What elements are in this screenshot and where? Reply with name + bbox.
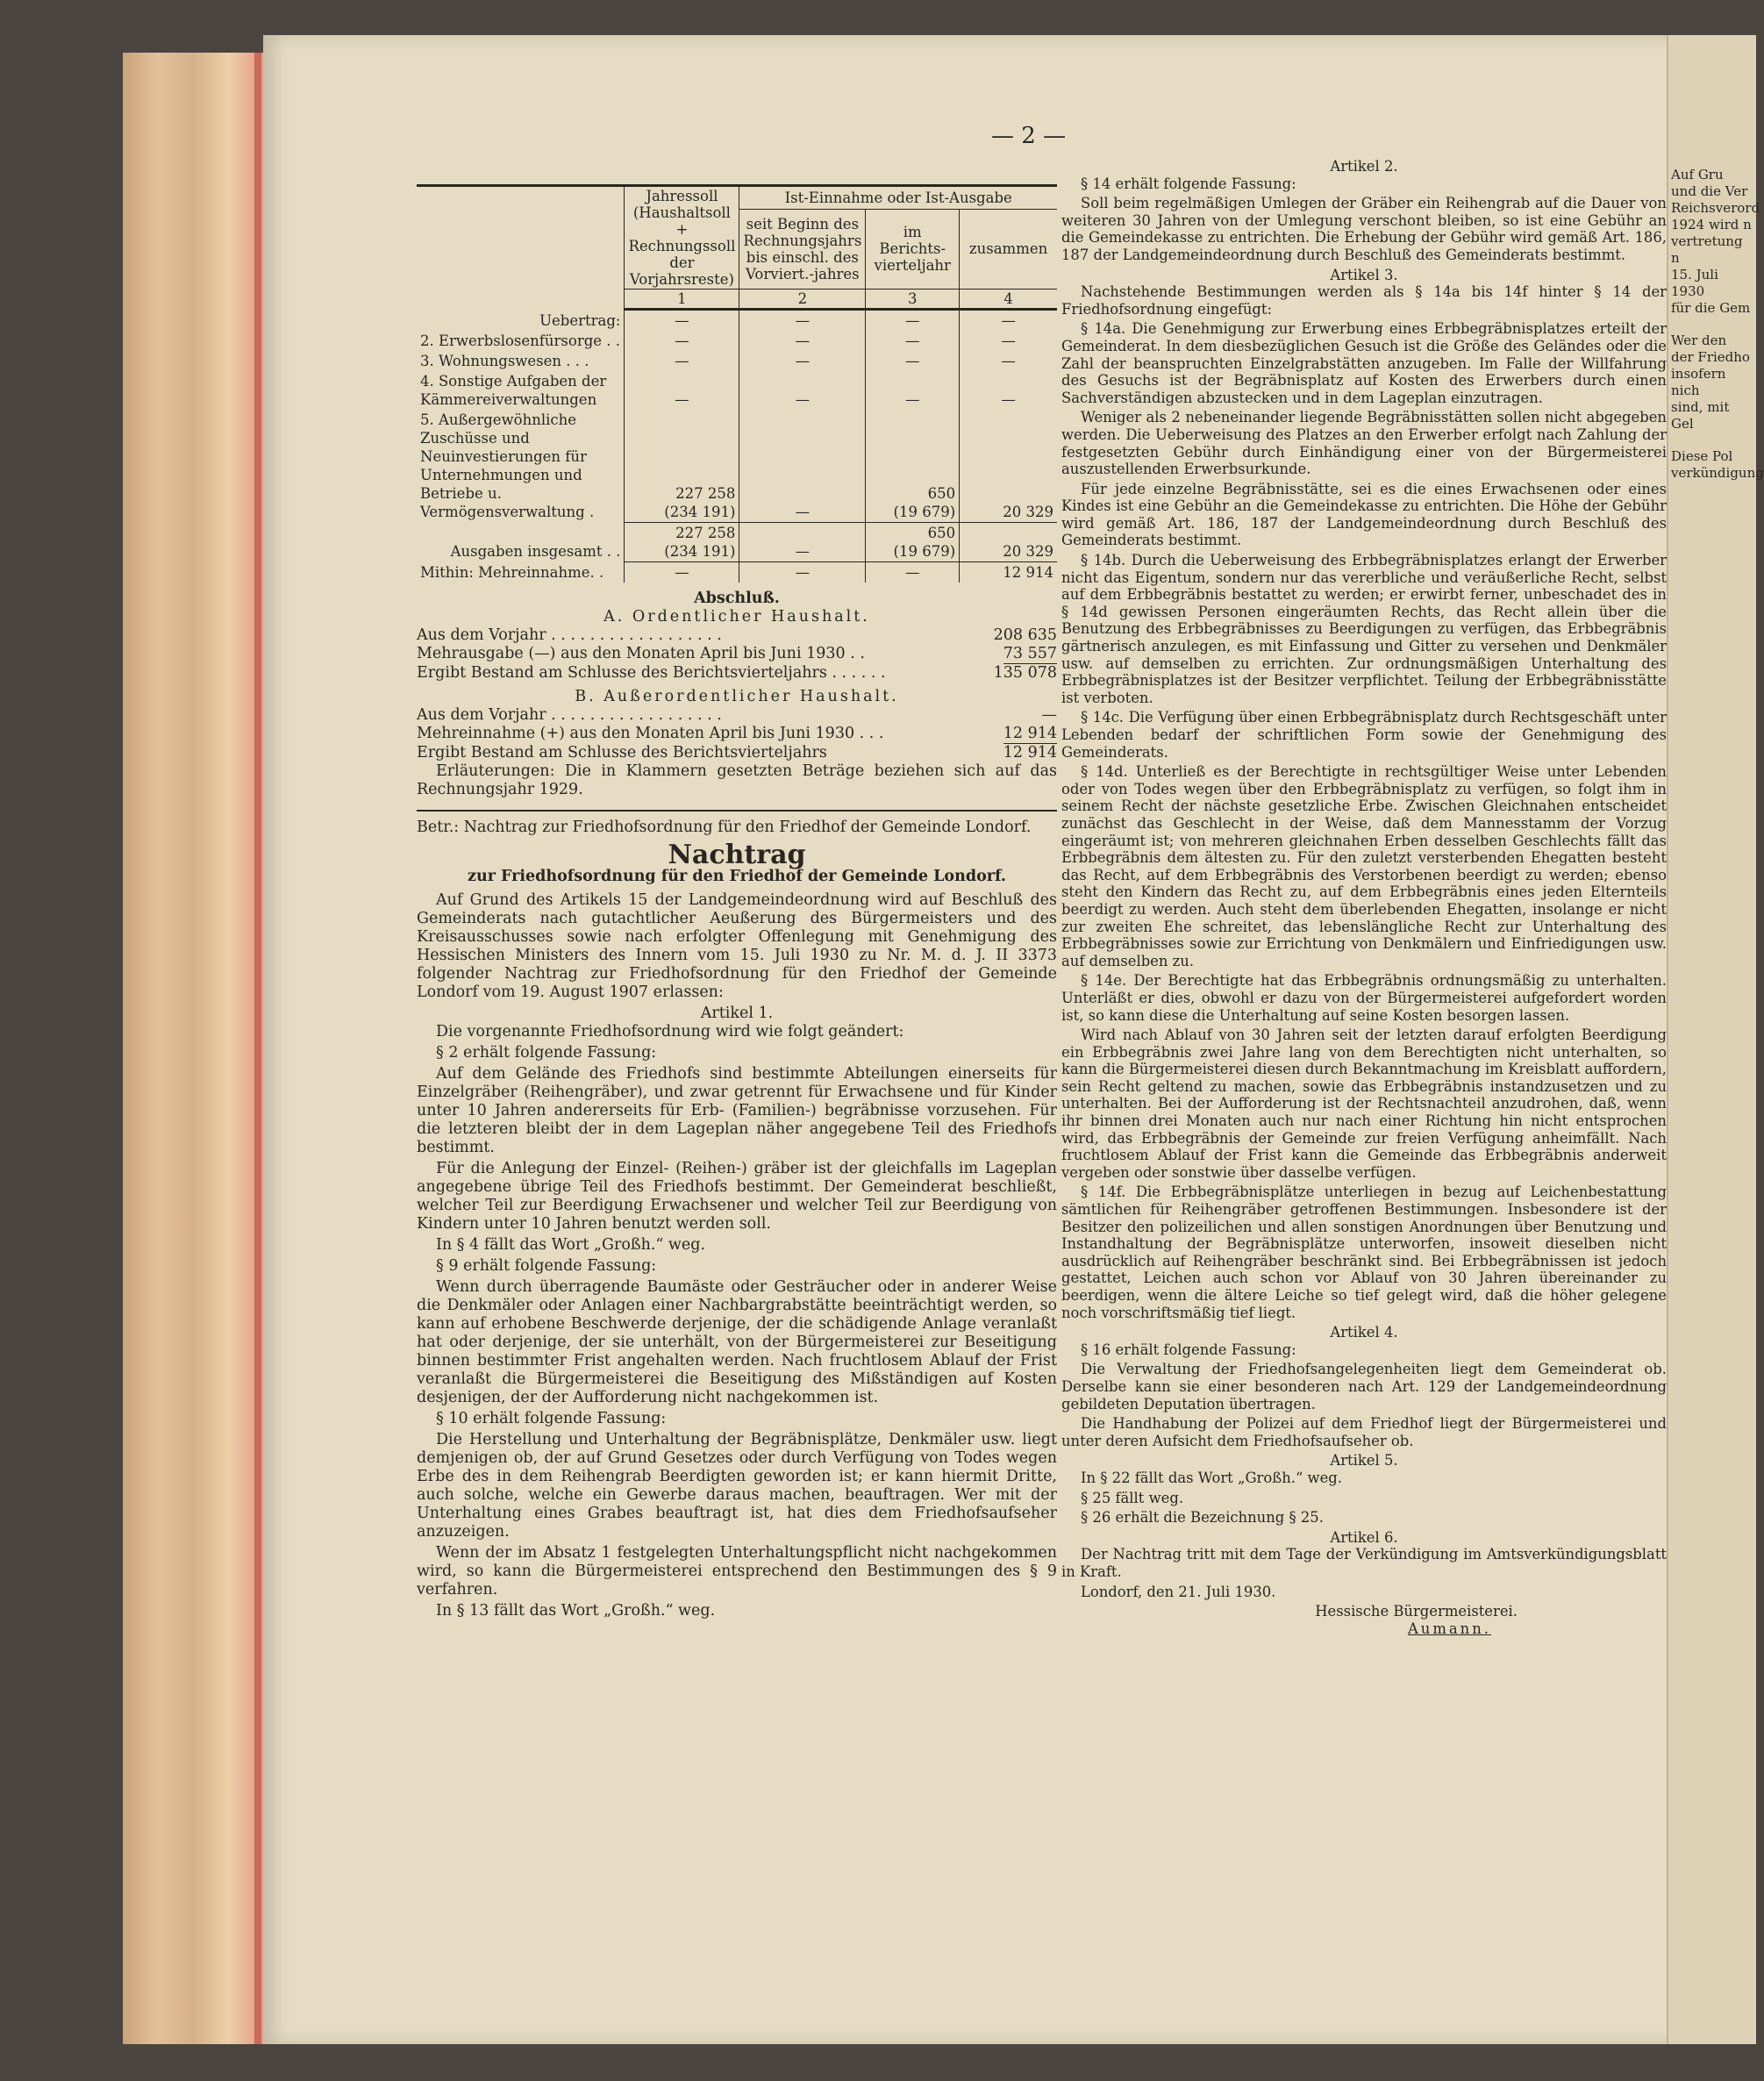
financial-table [417,184,1057,583]
paragraph: § 10 erhält folgende Fassung: [436,1409,667,1427]
paragraph: § 2 erhält folgende Fassung: [436,1043,657,1062]
paragraph: § 14b. Durch die Ueberweisung des Erbbegräbnisplatzes erlangt der Erwerber nicht das Eigentum, sondern nur das vererbliche und veräußerliche Recht, selbst auf dem Erbbegräbnis bestattet zu werden; er erwirbt ferner, unbeschadet des in § 14d gewissen Personen eingeräumten Rechts, das Recht allein über die Benutzung des Erbbegräbnisses zu Beerdigungen zu verfügen, das Erbbegräbnis gärtnerisch anzulegen, es mit Einfassung und Gitter zu versehen und Denkmäler usw. auf demselben zu errichten. Zur ordnungsmäßigen Unterhaltung des Erbbegräbnisplatzes ist der Besitzer verpflichtet. Teilung der Erbbegräbnisstätte ist verboten. [1061,552,1667,706]
left-column [417,184,1057,1623]
ledger-line: Mehreinnahme (+) aus den Monaten April bis Juni 1930 . . . 12 914 [417,724,1057,742]
paragraph: § 14d. Unterließ es der Berechtigte in rechtsgültiger Weise unter Lebenden oder von Todes wegen über den Erbbegräbnisplatz zu verfügen, so folgt ihm in seinem Recht der nächste gesetzliche Erbe. Zwischen Gleichnahen entscheidet zunächst das Geschlecht in der Weise, daß dem Mannesstamm der Vorzug eingeräumt ist; von mehreren gleichnahen Erben desselben Geschlechts fällt das Erbbegräbnis dem ältesten zu. Für den zuletzt versterbenden Ehegatten besteht das Recht, auf dem Erbbegräbnis des Verstorbenen beerdigt zu werden; ebenso steht den Kindern das Recht zu, auf dem Erbbegräbnis eines jeden Elternteils beerdigt zu werden. Auch steht dem überlebenden Ehegatten, insolange er nicht zur zweiten Ehe schreitet, das lebenslängliche Recht zur Unterhaltung des Erbbegräbnisses sowie zur Errichtung von Denkmälern und Einfriedigungen usw. auf demselben zu. [1061,763,1667,969]
betreff-line: Betr.: Nachtrag zur Friedhofsordnung für den Friedhof der Gemeinde Londorf. [417,818,1032,836]
paragraph: Die Handhabung der Polizei auf dem Friedhof liegt der Bürgermeisterei und unter deren Aufsicht dem Friedhofsaufseher ob. [1061,1415,1667,1449]
page-number: — 2 — [991,123,1067,149]
paragraph: Die Herstellung und Unterhaltung der Begräbnisplätze, Denkmäler usw. liegt demjenigen ob, der auf Grund Gesetzes oder durch Verfügung von Todes wegen Erbe des in dem Reihengrab Beerdigten geworden ist; er kann hiermit Dritte, auch solche, welche ein Gewerbe daraus machen, beauftragen. Wer mit der Unterhaltung eines Grabes beauftragt ist, hat dies dem Friedhofsaufseher anzuzeigen. [417,1430,1057,1541]
paragraph: § 14c. Die Verfügung über einen Erbbegräbnisplatz durch Rechtsgeschäft unter Lebenden bedarf der schriftlichen Form sowie der Genehmigung des Gemeinderats. [1061,709,1667,761]
artikel-5-title: Artikel 5. [1330,1452,1398,1470]
table-label-header [417,186,625,210]
table-row: 4. Sonstige Aufgaben der Kämmereiverwaltungen — — — — [417,371,1057,410]
paragraph: Auf dem Gelände des Friedhofs sind bestimmte Abteilungen einerseits für Einzelgräber (Reihengräber), und zwar getrennt für Erwachsene und für Kinder unter 10 Jahren andererseits für Erb- (Familien-) begräbnisse vorzusehen. Für die letzteren bleibt der in dem Lageplan näher angegebene Teil des Friedhofs bestimmt. [417,1064,1057,1156]
col-number-4: 4 [960,290,1057,310]
paragraph: Nachstehende Bestimmungen werden als § 14a bis 14f hinter § 14 der Friedhofsordnung eingefügt: [1061,283,1667,318]
header-zusammen: zusammen [960,209,1057,289]
table-row: 2. Erwerbslosenfürsorge . . — — — — [417,331,1057,351]
paragraph: In § 22 fällt das Wort „Großh.“ weg. [1081,1469,1342,1486]
paragraph: Wenn durch überragende Baumäste oder Gesträucher oder in anderer Weise die Denkmäler oder Anlagen einer Nachbargrabstätte beeinträchtigt werden, so kann auf erhobene Beschwerde derjenige, der die schädigende Anlage veranlaßt hat oder derjenige, der sie unterhält, von der Bürgermeisterei zur Beseitigung binnen bestimmter Frist angehalten werden. Nach fruchtlosem Ablauf der Frist veranlaßt die Bürgermeisterei die Beseitigung des Mißständigen auf Kosten desjenigen, der der Aufforderung nicht nachgekommen ist. [417,1277,1057,1406]
paragraph: § 26 erhält die Bezeichnung § 25. [1081,1509,1324,1527]
paragraph: Soll beim regelmäßigen Umlegen der Gräber ein Reihengrab auf die Dauer von weiteren 30 Jahren von der Umlegung verschont bleiben, so ist eine Gebühr an die Gemeindekasse zu entrichten. Die Erhebung der Gebühr wird gemäß Art. 186, 187 der Landgemeindeordnung durch Beschluß des Gemeinderats bestimmt. [1061,195,1667,263]
artikel-4-title: Artikel 4. [1330,1324,1398,1341]
paragraph: Für jede einzelne Begräbnisstätte, sei es die eines Erwachsenen oder eines Kindes ist eine Gebühr an die Gemeindekasse zu entrichten. Die Höhe der Gebühr wird gemäß Art. 186, 187 der Landgemeindeordnung durch Beschluß des Gemeinderats bestimmt. [1061,480,1667,549]
col-number-3: 3 [866,290,960,310]
right-column [1061,158,1667,1637]
header-ist: Ist-Einnahme oder Ist-Ausgabe [739,186,1057,210]
nachtrag-subtitle: zur Friedhofsordnung für den Friedhof der Gemeinde Londorf. [468,867,1006,885]
table-row: 3. Wohnungswesen . . . — — — — [417,351,1057,371]
paragraph: § 14f. Die Erbbegräbnisplätze unterliegen in bezug auf Leichenbestattung sämtlichen für Reihengräber getroffenen Bestimmungen. Insbesondere ist der Besitzer den polizeilichen und allen sonstigen Anordnungen über Benutzung und Instandhaltung der Begräbnisplätze unterworfen, insoweit dieselben nicht ausdrücklich auf Reihengräber beschränkt sind. Bei Erbbegräbnissen ist jedoch gestattet, Leichen auch schon vor Ablauf von 30 Jahren übereinander zu beerdigen, wenn die ältere Leiche so tief gelegt wird, daß die höher gelegene noch vorschriftsmäßig tief liegt. [1061,1184,1667,1321]
paragraph: Wenn der im Absatz 1 festgelegten Unterhaltungspflicht nicht nachgekommen wird, so kann die Bürgermeisterei entsprechend den Bestimmungen des § 9 verfahren. [417,1543,1057,1598]
artikel-6-title: Artikel 6. [1330,1528,1398,1546]
artikel-1-title: Artikel 1. [700,1004,774,1022]
ordentlicher-haushalt-title: A. Ordentlicher Haushalt. [603,607,870,626]
red-page-edge [254,53,261,2044]
paragraph: § 14e. Der Berechtigte hat das Erbbegräbnis ordnungsmäßig zu unterhalten. Unterläßt er dies, obwohl er dazu von der Bürgermeisterei aufgefordert worden ist, so kann diese die Unterhaltung auf seine Kosten besorgen lassen. [1061,972,1667,1024]
authority: Hessische Bürgermeisterei. [1315,1603,1518,1620]
paragraph: § 16 erhält folgende Fassung: [1081,1341,1296,1358]
header-berichtsvierteljahr: im Berichts-vierteljahr [866,209,960,289]
paragraph: In § 4 fällt das Wort „Großh.“ weg. [436,1235,706,1254]
ledger-line: Mehrausgabe (—) aus den Monaten April bis Juni 1930 . . 73 557 [417,644,1057,662]
place-date: Londorf, den 21. Juli 1930. [1081,1583,1276,1600]
erlaeuterungen: Erläuterungen: Die in Klammern gesetzten Beträge beziehen sich auf das Rechnungsjahr 1929. [417,762,1057,798]
signature: Aumann. [1407,1620,1491,1637]
adjacent-page-fragment: Auf Gru und die Ver Reichsverord 1924 wird n vertretung n 15. Juli 1930 für die Gem Wer den der Friedho insofern nich sind, mit Gel Diese Pol verkündigung [1671,167,1764,481]
paragraph: § 14 erhält folgende Fassung: [1081,175,1296,192]
header-seit-beginn: seit Beginn des Rechnungsjahrs bis einschl. des Vorviert.-jahres [739,209,866,289]
ledger-line: Aus dem Vorjahr . . . . . . . . . . . . . . . . . . — [417,705,1057,724]
table-row-total: Ausgaben insgesamt . . 227 258 (234 191) — 650 (19 679) 20 329 [417,522,1057,561]
paragraph: Die vorgenannte Friedhofsordnung wird wie folgt geändert: [436,1022,904,1040]
paragraph: Für die Anlegung der Einzel- (Reihen-) gräber ist der gleichfalls im Lageplan angegebene übrige Teil des Friedhofs bestimmt. Der Gemeinderat beschließt, welcher Teil zur Beerdigung Erwachsener und welcher Teil zur Beerdigung von Kindern unter 10 Jahren benutzt werden soll. [417,1159,1057,1233]
ledger-line: Ergibt Bestand am Schlusse des Berichtsvierteljahrs . . . . . . 135 078 [417,663,1057,682]
header-jahressoll: Jahressoll (Haushaltsoll + Rechnungssoll der Vorjahrsreste) [625,186,739,290]
table-row-surplus: Mithin: Mehreinnahme. . — — — 12 914 [417,561,1057,583]
col-number-1: 1 [625,290,739,310]
section-divider [417,810,1057,812]
paragraph: § 25 fällt weg. [1081,1489,1184,1506]
table-row: 5. Außergewöhnliche Zuschüsse und Neuinvestierungen für Unternehmungen und Betriebe u. Vermögensverwaltung . 227 258 (234 191) — 650 (19 679) 20 329 [417,410,1057,522]
paragraph: § 9 erhält folgende Fassung: [436,1256,657,1275]
nachtrag-title: Nachtrag [668,839,806,870]
col-number-2: 2 [739,290,866,310]
intro-paragraph: Auf Grund des Artikels 15 der Landgemeindeordnung wird auf Beschluß des Gemeinderats nach gutachtlicher Aeußerung des Bürgermeisters und des Kreisausschusses sowie nach erfolgter Offenlegung mit Genehmigung des Hessischen Ministers des Innern vom 15. Juli 1930 zu Nr. M. d. J. II 3373 folgender Nachtrag zur Friedhofsordnung für den Friedhof der Gemeinde Londorf vom 19. August 1907 erlassen: [417,890,1057,1001]
paragraph: Weniger als 2 nebeneinander liegende Begräbnisstätten sollen nicht abgegeben werden. Die Ueberweisung des Platzes an den Erwerber erfolgt nach Zahlung der festgesetzten Gebühr durch Einhändigung einer von der Bürgermeisterei auszustellenden Erwerbsurkunde. [1061,409,1667,478]
paragraph: Wird nach Ablauf von 30 Jahren seit der letzten darauf erfolgten Beerdigung ein Erbbegräbnis zwei Jahre lang von dem Berechtigten nicht unterhalten, so kann die Bürgermeisterei diesen durch Bekanntmachung im Kreisblatt auffordern, sein Recht geltend zu machen, sowie das Erbbegräbnis instandzusetzen und zu unterhalten. Bei der Aufforderung ist der Rechtsnachteil anzudrohen, daß, wenn ihr binnen drei Monaten auch nur nach einer Richtung hin nicht entsprochen wird, das Erbbegräbnis der Gemeinde zur freien Verfügung anheimfällt. Nach fruchtlosem Ablauf der Frist kann die Gemeinde das Erbbegräbnis anderweit vergeben oder sonstwie über dasselbe verfügen. [1061,1026,1667,1181]
artikel-3-title: Artikel 3. [1330,266,1398,283]
paragraph: § 14a. Die Genehmigung zur Erwerbung eines Erbbegräbnisplatzes erteilt der Gemeinderat. In dem diesbezüglichen Gesuch ist die Größe des Geländes oder die Zahl der beanspruchten Einzelgrabstätten anzugeben. Im Falle der Willfahrung des Gesuchs ist der Begräbnisplatz auf Kosten des Erwerbers durch einen Sachverständigen abzustecken und in dem Lageplan einzutragen. [1061,320,1667,406]
paragraph: Die Verwaltung der Friedhofsangelegenheiten liegt dem Gemeinderat ob. Derselbe kann sie einer besonderen nach Art. 129 der Landgemeindeordnung gebildeten Deputation übertragen. [1061,1361,1667,1412]
table-row: Uebertrag: — — — — [417,310,1057,332]
paragraph: Der Nachtrag tritt mit dem Tage der Verkündigung im Amtsverkündigungsblatt in Kraft. [1061,1546,1667,1580]
ledger-line: Aus dem Vorjahr . . . . . . . . . . . . . . . . . . 208 635 [417,626,1057,644]
abschluss-title: Abschluß. [694,589,780,607]
artikel-2-title: Artikel 2. [1330,158,1398,175]
paragraph: In § 13 fällt das Wort „Großh.“ weg. [436,1601,716,1620]
ausserordentlicher-haushalt-title: B. Außerordentlicher Haushalt. [575,687,899,705]
ledger-line: Ergibt Bestand am Schlusse des Berichtsvierteljahrs 12 914 [417,743,1057,762]
